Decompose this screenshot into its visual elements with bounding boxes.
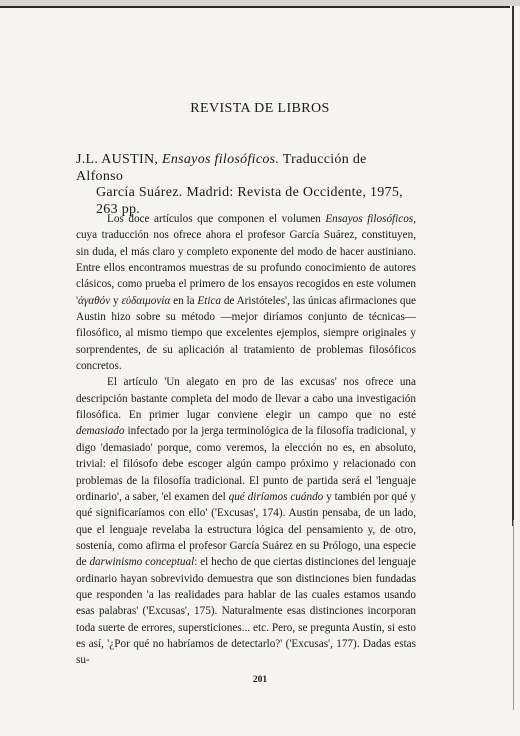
p1-text-c: y [110, 294, 122, 307]
paragraph-1 [76, 211, 416, 374]
section-header: REVISTA DE LIBROS [190, 101, 330, 116]
page-top-edge [0, 6, 510, 8]
citation-publisher: García Suárez. Madrid: Revista de Occidente, 1975, [96, 185, 403, 200]
p1-text-a: Los doce artículos que componen el volumen [107, 213, 321, 225]
p1-emphasis-title: Ensayos filosóficos [325, 213, 414, 225]
paragraph-2 [76, 374, 416, 668]
p2-emphasis-que-diriamos: qué diríamos cuándo [228, 490, 324, 503]
p2-text-a: El artículo 'Un alegato en pro de las excusas' nos ofrece una descripción bastante completa del modo de llevar a cabo una investigación filosófica. En primer lugar conviene elegir un campo que no esté [76, 376, 416, 422]
p1-text-e: de Aristóteles', las únicas afirmaciones que Austin hizo sobre su método —mejor diríamos conjunto de técnicas— filosófico, al mismo tiempo que excelentes ejemplos, siempre originales y sorprendentes, de su aplicación al tratamiento de problemas filosóficos concretos. [76, 294, 417, 373]
page-right-edge [512, 6, 514, 526]
p1-text-d: en la [170, 294, 195, 307]
p1-text-b: , cuya traducción nos ofrece ahora el profesor García Suárez, constituyen, sin duda, el más claro y completo exponente del modo de hacer austiniano. Entre ellos encontramos muestras de su profundo conocimiento de autores clásicos, como prueba el primero de los ensayos recogidos en este volumen ' [76, 213, 416, 307]
page-number: 201 [252, 675, 268, 685]
p1-greek-eudaimonia: εὐδαιμονία [121, 294, 171, 307]
p1-greek-agathon: ἀγαθόν [78, 294, 111, 307]
citation-translation: Traducción de Alfonso [76, 152, 367, 184]
p1-emphasis-etica: Etica [197, 294, 222, 307]
review-body [76, 211, 416, 669]
p2-text-d: : el hecho de que ciertas distinciones del lenguaje ordinario hayan sobrevivido demuestra que son distinciones bien fundadas que responden 'a las realidades para hablar de las cuales estamos usando esas palabras' ('Excusas', 175). Naturalmente esas distinciones incorporan toda suerte de errores, supersticiones... etc. Pero, se pregunta Austin, si esto es así, '¿Por qué no habríamos de detectarlo?' ('Excusas', 177). Dadas estas su- [76, 556, 416, 667]
book-citation [76, 152, 416, 218]
p2-text-c: y también por qué y qué significaríamos con ello' ('Excusas', 174). Austin pensaba, de un lado, que el lenguaje revelaba la estructura lógica del pensamiento y, de otro, sostenía, como afirma el profesor García Suárez en su Prólogo, una especie de [76, 490, 416, 569]
citation-title: Ensayos filosóficos. [161, 152, 280, 167]
citation-pages: 263 pp. [96, 201, 141, 217]
citation-author: J.L. AUSTIN, [76, 152, 159, 167]
p2-text-b: infectado por la jerga terminológica de la filosofía tradicional, y digo 'demasiado' porque, como veremos, la elección no es, en absoluto, trivial: el filósofo debe escoger algún campo próximo y relacionado con problemas de la filosofía tradicional. El punto de partida será el 'lenguaje ordinario', a saber, 'el examen del [76, 425, 416, 503]
p2-emphasis-darwinismo: darwinismo conceptual [89, 556, 195, 569]
p2-emphasis-demasiado: demasiado [76, 425, 125, 438]
